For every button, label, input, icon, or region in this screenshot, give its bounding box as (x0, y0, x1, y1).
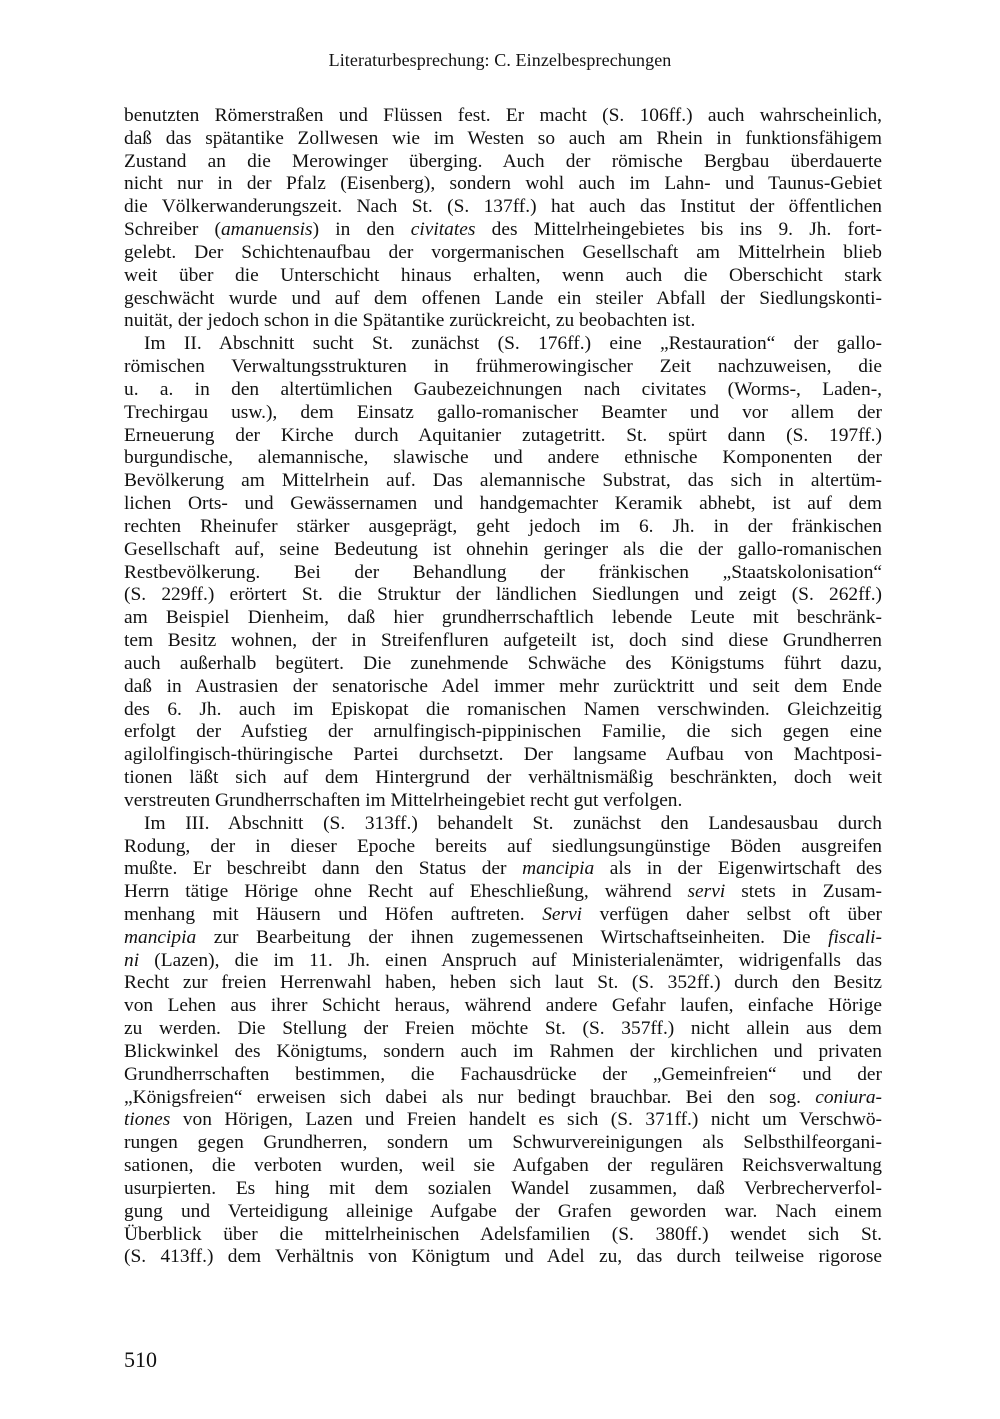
text-line (124, 1132, 882, 1155)
text-line (124, 333, 882, 356)
text-line (124, 630, 882, 653)
text-segment: mußte. Er beschreibt dann den Status der (124, 858, 523, 880)
text-line (124, 1109, 882, 1132)
text-line (124, 242, 882, 265)
italic-term: mancipia (124, 926, 197, 948)
text-line (124, 790, 882, 813)
text-line (124, 1155, 882, 1178)
text-segment: Herrn tätige Hörige ohne Recht auf Eheschließung, während (124, 881, 688, 903)
text-segment: Rodung, der in dieser Epoche bereits auf siedlungsungünstige Böden ausgreifen (124, 835, 882, 857)
text-segment: benutzten Römerstraßen und Flüssen fest. Er macht (S. 106ff.) auch wahrscheinlich, (124, 105, 882, 126)
text-segment: Im II. Abschnitt sucht St. zunächst (S. 176ff.) eine „Restauration“ der gallo- (144, 333, 882, 355)
text-line (124, 493, 882, 516)
italic-term: fiscali- (828, 926, 882, 948)
text-segment: des 6. Jh. auch im Episkopat die romanischen Namen verschwinden. Gleichzeitig (124, 698, 882, 720)
text-line (124, 744, 882, 767)
text-line (124, 995, 882, 1018)
text-line (124, 1064, 882, 1087)
text-segment: auch außerhalb begütert. Die zunehmende Schwäche des Königstums führt dazu, (124, 652, 882, 674)
text-segment: stets in Zusam- (725, 881, 882, 903)
text-line (124, 607, 882, 630)
italic-term: tiones (124, 1109, 171, 1131)
text-segment: lichen Orts- und Gewässernamen und handgemachter Keramik abhebt, ist auf dem (124, 493, 882, 515)
text-segment: nuität, der jedoch schon in die Spätantike zurückreicht, zu beobachten ist. (124, 310, 696, 332)
text-segment: Im III. Abschnitt (S. 313ff.) behandelt St. zunächst den Landesausbau durch (144, 812, 882, 834)
text-segment: tem Besitz wohnen, der in Streifenfluren aufgeteilt ist, doch sind diese Grundherren (124, 630, 882, 652)
text-line (124, 1041, 882, 1064)
text-line (124, 1087, 882, 1110)
text-line (124, 539, 882, 562)
text-segment: Blickwinkel des Königtums, sondern auch im Rahmen der kirchlichen und privaten (124, 1040, 882, 1062)
text-segment: rechten Rheinufer stärker ausgeprägt, geht jedoch im 6. Jh. in der fränkischen (124, 515, 882, 537)
text-segment: Recht zur freien Herrenwahl haben, heben sich laut St. (S. 352ff.) durch den Besitz (124, 972, 882, 994)
text-line (124, 767, 882, 790)
text-segment: sationen, die verboten wurden, weil sie Aufgaben der regulären Reichsverwaltung (124, 1155, 882, 1177)
italic-term: Servi (542, 903, 583, 925)
text-line (124, 1018, 882, 1041)
text-segment: erfolgt der Aufstieg der arnulfingisch-pippinischen Familie, die sich gegen eine (124, 721, 882, 743)
italic-term: civitates (410, 219, 476, 241)
text-line (124, 653, 882, 676)
text-segment: geschwächt wurde und auf dem offenen Lande ein steiler Abfall der Siedlungskonti- (124, 287, 882, 309)
text-line (124, 288, 882, 311)
text-line (124, 881, 882, 904)
italic-term: servi (687, 881, 726, 903)
text-segment: (S. 229ff.) erörtert St. die Struktur der ländlichen Siedlungen und zeigt (S. 262ff.) (124, 584, 882, 606)
text-line (124, 1246, 882, 1269)
text-segment: des Mittelrheingebietes bis ins 9. Jh. fort- (475, 219, 882, 241)
text-segment: verstreuten Grundherrschaften im Mittelrheingebiet recht gut verfolgen. (124, 789, 683, 811)
text-segment: „Königsfreien“ erweisen sich dabei als nur bedingt brauchbar. Bei den sog. (124, 1086, 816, 1108)
text-line (124, 128, 882, 151)
text-segment: (Lazen), die im 11. Jh. einen Anspruch auf Ministerialenämter, widrigenfalls das (139, 949, 882, 971)
text-line (124, 584, 882, 607)
text-segment: usurpierten. Es hing mit dem sozialen Wandel zusammen, daß Verbrecherverfol- (124, 1177, 882, 1199)
text-line (124, 813, 882, 836)
text-line (124, 1178, 882, 1201)
text-line (124, 196, 882, 219)
text-line (124, 356, 882, 379)
text-segment: von Hörigen, Lazen und Freien handelt es sich (S. 371ff.) nicht um Verschwö- (170, 1109, 882, 1131)
text-line (124, 836, 882, 859)
text-line (124, 1224, 882, 1247)
text-segment: Bevölkerung am Mittelrhein auf. Das alemannische Substrat, das sich in altertüm- (124, 470, 882, 492)
text-line (124, 699, 882, 722)
text-line (124, 470, 882, 493)
text-segment: Überblick über die mittelrheinischen Adelsfamilien (S. 380ff.) wendet sich St. (124, 1223, 882, 1245)
text-segment: als in der Eigenwirtschaft des (594, 858, 883, 880)
text-line (124, 904, 882, 927)
text-segment: gung und Verteidigung alleinige Aufgabe der Grafen geworden war. Nach einem (124, 1200, 882, 1222)
running-head: Literaturbesprechung: C. Einzelbesprechungen (328, 50, 672, 70)
italic-term: ni (124, 949, 140, 971)
text-segment: Zustand an die Merowinger überging. Auch der römische Bergbau überdauerte (124, 150, 882, 172)
text-segment: u. a. in den altertümlichen Gaubezeichnungen nach civitates (Worms-, Laden-, (124, 378, 882, 400)
text-line (124, 173, 882, 196)
italic-term: amanuensis (220, 219, 313, 241)
text-segment: Trechirgau usw.), dem Einsatz gallo-romanischer Beamter und vor allem der (124, 401, 882, 423)
text-line (124, 516, 882, 539)
text-segment: nicht nur in der Pfalz (Eisenberg), sondern wohl auch im Lahn- und Taunus-Gebiet (124, 173, 882, 195)
text-segment: zur Bearbeitung der ihnen zugemessenen Wirtschaftseinheiten. Die (196, 926, 829, 948)
text-segment: zu werden. Die Stellung der Freien möchte St. (S. 357ff.) nicht allein aus dem (124, 1018, 882, 1040)
text-line (124, 219, 882, 242)
text-line (124, 562, 882, 585)
text-line (124, 402, 882, 425)
text-segment: römischen Verwaltungsstrukturen in frühmerowingischer Zeit nachzuweisen, die (124, 356, 882, 378)
text-segment: burgundische, alemannische, slawische und andere ethnische Komponenten der (124, 447, 882, 469)
text-segment: weit über die Unterschicht hinaus erhalten, wenn auch die Oberschicht stark (124, 264, 882, 286)
text-line (124, 425, 882, 448)
text-line (124, 950, 882, 973)
text-line (124, 972, 882, 995)
text-segment: agilolfingisch-thüringische Partei durchsetzt. Der langsame Aufbau von Machtposi- (124, 744, 882, 766)
text-segment: daß in Austrasien der senatorische Adel immer mehr zurücktritt und seit dem Ende (124, 675, 882, 697)
text-segment: von Lehen aus ihrer Schicht heraus, während andere Gefahr laufen, einfache Hörige (124, 995, 882, 1017)
text-line (124, 105, 882, 128)
text-segment: verfügen daher selbst oft über (582, 903, 883, 925)
text-segment: daß das spätantike Zollwesen wie im Westen so auch am Rhein in funktionsfähigem (124, 127, 882, 149)
text-segment: Gesellschaft auf, seine Bedeutung ist ohnehin geringer als die der gallo-romanischen (124, 538, 882, 560)
text-line (124, 310, 882, 333)
page-number: 510 (124, 1347, 157, 1372)
text-segment: rungen gegen Grundherren, sondern um Schwurvereinigungen als Selbsthilfeorgani- (124, 1132, 882, 1154)
text-line (124, 151, 882, 174)
text-line (124, 1201, 882, 1224)
text-line (124, 265, 882, 288)
text-line (124, 927, 882, 950)
text-segment: am Beispiel Dienheim, daß hier grundherrschaftlich lebende Leute mit beschränk- (124, 607, 882, 629)
body-text (124, 105, 882, 1269)
text-line (124, 447, 882, 470)
text-segment: Schreiber ( (124, 219, 221, 241)
text-segment: ) in den (312, 219, 411, 241)
text-line (124, 858, 882, 881)
text-segment: Restbevölkerung. Bei der Behandlung der fränkischen „Staatskolonisation“ (124, 561, 882, 583)
text-segment: tionen läßt sich auf dem Hintergrund der verhältnismäßig beschränkten, doch weit (124, 767, 882, 789)
text-segment: (S. 413ff.) dem Verhältnis von Königtum und Adel zu, das durch teilweise rigorose (124, 1246, 882, 1268)
text-line (124, 721, 882, 744)
text-segment: gelebt. Der Schichtenaufbau der vorgermanischen Gesellschaft am Mittelrhein blieb (124, 241, 882, 263)
text-line (124, 379, 882, 402)
text-segment: menhang mit Häusern und Höfen auftreten. (124, 903, 543, 925)
italic-term: mancipia (522, 858, 595, 880)
text-segment: Grundherrschaften bestimmen, die Fachausdrücke der „Gemeinfreien“ und der (124, 1063, 882, 1085)
italic-term: coniura- (815, 1086, 882, 1108)
text-line (124, 676, 882, 699)
text-segment: die Völkerwanderungszeit. Nach St. (S. 137ff.) hat auch das Institut der öffentlichen (124, 196, 882, 218)
text-segment: Erneuerung der Kirche durch Aquitanier zutagetritt. St. spürt dann (S. 197ff.) (124, 424, 882, 446)
